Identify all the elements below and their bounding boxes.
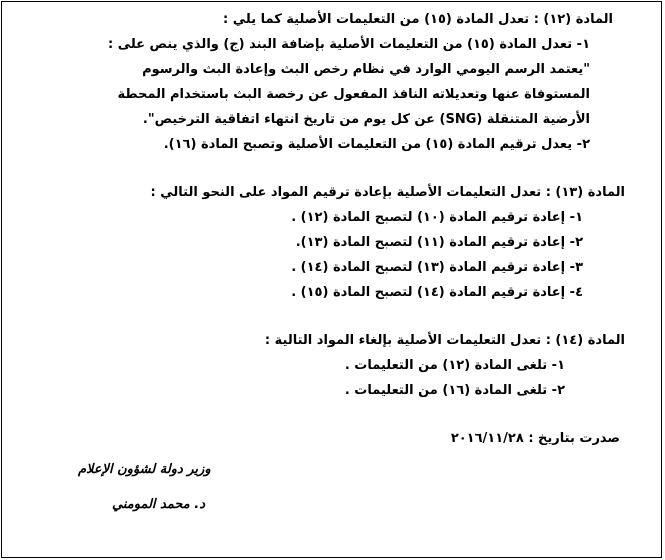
article-13-item: ١- إعادة ترقيم المادة (١٠) لتصبح المادة (١٢) .	[291, 210, 583, 225]
article-12-item-2: ٢- يعدل ترقيم المادة (١٥) من التعليمات الأصلية وتصبح المادة (١٦).	[163, 137, 590, 152]
article-12-item-1-quote-line-2: المستوفاة عنها وتعديلاته النافذ المفعول عن رخصة البث باستخدام المحطة	[117, 87, 590, 102]
article-12-heading: المادة (١٢) : تعدل المادة (١٥) من التعليمات الأصلية كما يلي :	[223, 12, 613, 27]
article-14-heading: المادة (١٤) : تعدل التعليمات الأصلية بإلغاء المواد التالية :	[264, 333, 625, 348]
article-13-heading: المادة (١٣) : تعدل التعليمات الأصلية بإعادة ترقيم المواد على النحو التالي :	[150, 185, 625, 200]
issue-date: صدرت بتاريخ : ٢٠١٦/١١/٢٨	[450, 431, 620, 446]
article-14-item: ١- تلغى المادة (١٢) من التعليمات .	[344, 358, 565, 373]
article-13-item: ٢- إعادة ترقيم المادة (١١) لتصبح المادة (١٣).	[295, 235, 583, 250]
article-13-item: ٣- إعادة ترقيم المادة (١٣) لتصبح المادة (١٤) .	[291, 260, 583, 275]
article-12-item-1-quote-line-1: "يعتمد الرسم اليومي الوارد في نظام رخص البث وإعادة البث والرسوم	[142, 62, 590, 77]
article-13-item: ٤- إعادة ترقيم المادة (١٤) لتصبح المادة (١٥) .	[291, 285, 583, 300]
article-12-item-1-intro: ١- تعدل المادة (١٥) من التعليمات الأصلية بإضافة البند (ج) والذي ينص على :	[107, 37, 590, 52]
article-12-item-1-quote-line-3: الأرضية المتنقلة (SNG) عن كل يوم من تاريخ انتهاء اتفاقية الترخيص".	[142, 112, 590, 127]
minister-name: د. محمد المومني	[112, 497, 205, 512]
minister-title: وزير دولة لشؤون الإعلام	[78, 462, 211, 477]
article-14-item: ٢- تلغى المادة (١٦) من التعليمات .	[344, 383, 565, 398]
